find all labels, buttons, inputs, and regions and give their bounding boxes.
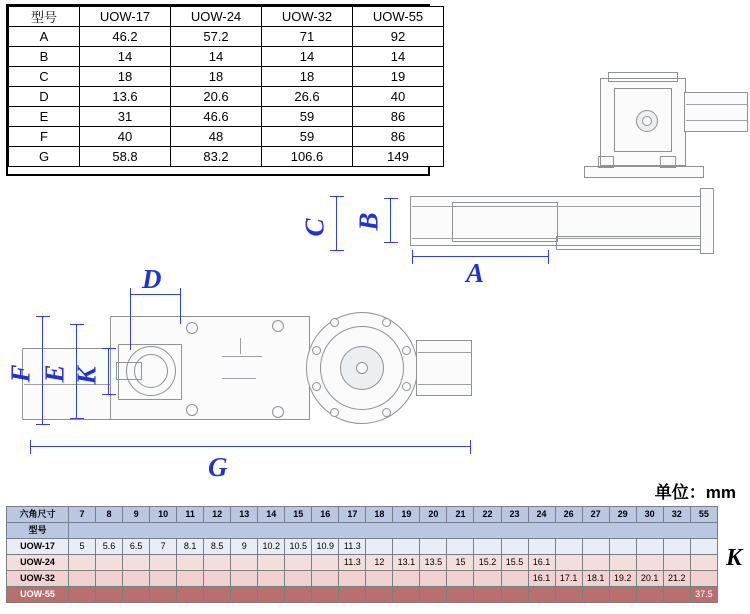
dim-c-tick-top (330, 196, 344, 197)
hex-cell: 7 (150, 539, 177, 555)
hex-cell (177, 555, 204, 571)
hex-row-label: UOW-55 (7, 587, 69, 603)
spec-cell: 149 (353, 147, 444, 167)
table-row (7, 539, 718, 555)
hex-cell (177, 587, 204, 603)
hex-cell (636, 555, 663, 571)
hex-table-model-row (7, 523, 718, 539)
spec-cell: 48 (171, 127, 262, 147)
dimension-label-e: E (39, 364, 70, 383)
hex-cell: 8.1 (177, 539, 204, 555)
hex-row-label: UOW-17 (7, 539, 69, 555)
hex-cell (609, 587, 636, 603)
hex-size-header: 32 (663, 507, 690, 523)
hex-cell (258, 571, 285, 587)
hex-cell (150, 587, 177, 603)
iso-arm-line-1 (686, 104, 748, 105)
spec-header-uow24: UOW-24 (171, 7, 262, 27)
hex-size-header: 9 (123, 507, 150, 523)
hex-cell (285, 587, 312, 603)
hex-cell: 5.6 (96, 539, 123, 555)
spec-cell: 92 (353, 27, 444, 47)
dimension-label-b: B (353, 212, 384, 231)
table-row (9, 147, 444, 167)
plan-decal-line-2 (222, 378, 256, 379)
hex-size-header: 26 (555, 507, 582, 523)
spec-row-label: B (9, 47, 80, 67)
dim-b-tick-top (384, 198, 398, 199)
dim-a-tick-left (412, 250, 413, 264)
hex-row-label: UOW-24 (7, 555, 69, 571)
hex-cell (636, 539, 663, 555)
spec-cell: 71 (262, 27, 353, 47)
spec-cell: 13.6 (80, 87, 171, 107)
hex-size-header: 30 (636, 507, 663, 523)
spec-header-model: 型号 (9, 7, 80, 27)
dim-b-line (390, 198, 391, 242)
plan-screw-top-right (272, 320, 284, 332)
plan-screw-bottom-right (272, 406, 284, 418)
hex-cell (420, 587, 447, 603)
hex-cell (501, 539, 528, 555)
spec-cell: 57.2 (171, 27, 262, 47)
hex-cell: 37.5 (690, 587, 717, 603)
hex-cell (393, 587, 420, 603)
hex-cell (582, 539, 609, 555)
hex-size-table (6, 506, 718, 603)
spec-cell: 18 (171, 67, 262, 87)
dim-k-line (108, 348, 109, 394)
hex-cell: 10.2 (258, 539, 285, 555)
dim-g-tick-right (470, 440, 471, 454)
dim-d-ext-right (180, 300, 181, 324)
hex-cell (663, 555, 690, 571)
spec-cell: 14 (353, 47, 444, 67)
hex-cell (609, 539, 636, 555)
hex-row-label: UOW-32 (7, 571, 69, 587)
hex-size-header: 17 (339, 507, 366, 523)
hex-cell (69, 587, 96, 603)
spec-cell: 46.6 (171, 107, 262, 127)
hex-cell: 16.1 (528, 571, 555, 587)
hex-spacer-cell (69, 523, 718, 539)
hex-size-table-wrapper (6, 506, 718, 603)
hex-cell (393, 571, 420, 587)
hex-size-header: 14 (258, 507, 285, 523)
hex-cell: 13.5 (420, 555, 447, 571)
hex-cell (258, 555, 285, 571)
side-body-step (452, 202, 558, 242)
plan-decal-arrow-stem (240, 338, 241, 354)
hex-cell (474, 571, 501, 587)
dim-k-tick-bottom (102, 394, 116, 395)
hex-cell (582, 587, 609, 603)
hex-cell: 10.9 (312, 539, 339, 555)
spec-cell: 14 (262, 47, 353, 67)
dim-k-tick-top (102, 348, 116, 349)
hex-cell (447, 587, 474, 603)
plan-right-neck (416, 340, 472, 396)
hex-cell (636, 587, 663, 603)
spec-cell: 18 (80, 67, 171, 87)
hex-size-header: 23 (501, 507, 528, 523)
hex-cell (555, 587, 582, 603)
hex-cell: 17.1 (555, 571, 582, 587)
hex-size-header: 12 (204, 507, 231, 523)
hex-cell (204, 587, 231, 603)
plan-jaw-opening (116, 362, 142, 380)
hex-size-header: 8 (96, 507, 123, 523)
hex-cell: 15 (447, 555, 474, 571)
dimension-label-d: D (142, 264, 162, 294)
spec-cell: 14 (80, 47, 171, 67)
spec-cell: 59 (262, 107, 353, 127)
hex-cell: 5 (69, 539, 96, 555)
side-nose (556, 236, 710, 250)
hex-cell (528, 539, 555, 555)
dim-e-tick-top (70, 324, 84, 325)
plan-screw-top-left (186, 322, 198, 334)
spec-row-label: C (9, 67, 80, 87)
hex-cell (690, 555, 717, 571)
hex-cell (123, 555, 150, 571)
hex-cell: 21.2 (663, 571, 690, 587)
hex-cell (555, 539, 582, 555)
hex-cell (663, 539, 690, 555)
table-row (9, 67, 444, 87)
plan-rotor-bolt-3 (402, 346, 411, 355)
plan-rotor-bolt-7 (312, 382, 321, 391)
hex-cell (69, 571, 96, 587)
hex-cell (258, 587, 285, 603)
hex-cell (177, 571, 204, 587)
plan-rotor-bolt-6 (330, 408, 339, 417)
table-row (7, 571, 718, 587)
hex-size-header: 21 (447, 507, 474, 523)
hex-cell (96, 555, 123, 571)
hex-size-header: 22 (474, 507, 501, 523)
dimension-label-c: C (299, 218, 330, 237)
hex-cell (96, 587, 123, 603)
hex-cell (474, 587, 501, 603)
table-row (9, 87, 444, 107)
plan-rotor-bolt-8 (312, 346, 321, 355)
plan-rotor-bolt-2 (382, 318, 391, 327)
spec-cell: 83.2 (171, 147, 262, 167)
hex-cell: 11.3 (339, 555, 366, 571)
hex-cell (366, 539, 393, 555)
hex-cell: 11.3 (339, 539, 366, 555)
hex-cell (204, 555, 231, 571)
dimension-label-g: G (208, 452, 228, 482)
hex-cell: 6.5 (123, 539, 150, 555)
hex-cell: 15.5 (501, 555, 528, 571)
iso-arm-line-2 (686, 120, 748, 121)
table-row (9, 27, 444, 47)
spec-row-label: F (9, 127, 80, 147)
hex-cell (231, 587, 258, 603)
hex-cell: 18.1 (582, 571, 609, 587)
iso-head-top-plate (608, 72, 678, 82)
hex-cell: 12 (366, 555, 393, 571)
hex-size-header: 15 (285, 507, 312, 523)
hex-size-header: 7 (69, 507, 96, 523)
table-row (7, 555, 718, 571)
hex-cell (312, 587, 339, 603)
hex-cell (501, 571, 528, 587)
hex-cell: 13.1 (393, 555, 420, 571)
table-row (9, 127, 444, 147)
hex-cell (285, 571, 312, 587)
hex-cell (690, 571, 717, 587)
hex-cell (501, 587, 528, 603)
hex-cell (231, 555, 258, 571)
hex-cell (420, 539, 447, 555)
hex-table-k-label: K (725, 545, 742, 571)
hex-header-corner-top: 六角尺寸 (19, 509, 56, 519)
spec-cell: 20.6 (171, 87, 262, 107)
hex-size-header: 13 (231, 507, 258, 523)
hex-header-corner-bottom: 型号 (7, 523, 69, 539)
iso-arm (684, 92, 748, 132)
hex-size-header: 10 (150, 507, 177, 523)
hex-size-header: 27 (582, 507, 609, 523)
hex-cell: 10.5 (285, 539, 312, 555)
spec-header-uow32: UOW-32 (262, 7, 353, 27)
hex-size-header: 16 (312, 507, 339, 523)
hex-cell: 15.2 (474, 555, 501, 571)
side-flange-right (700, 188, 714, 254)
hex-cell (339, 587, 366, 603)
dim-a-line (412, 256, 548, 257)
hex-cell (285, 555, 312, 571)
hex-cell: 16.1 (528, 555, 555, 571)
plan-right-neck-line-1 (418, 352, 472, 353)
plan-rotor-bolt-5 (382, 408, 391, 417)
hex-cell (96, 571, 123, 587)
plan-rotor-center (356, 362, 368, 374)
spec-row-label: G (9, 147, 80, 167)
hex-cell (231, 571, 258, 587)
dim-g-line (30, 446, 470, 447)
hex-cell (123, 587, 150, 603)
dimension-label-f: F (5, 364, 36, 383)
dim-d-ext-left (130, 300, 131, 350)
table-row (9, 47, 444, 67)
dimension-label-a: A (466, 258, 485, 288)
hex-size-header: 55 (690, 507, 717, 523)
dim-c-line (336, 196, 337, 250)
table-row (7, 587, 718, 603)
spec-row-label: A (9, 27, 80, 47)
hex-cell: 19.2 (609, 571, 636, 587)
dim-f-tick-bottom (36, 424, 50, 425)
hex-cell (69, 555, 96, 571)
spec-cell: 106.6 (262, 147, 353, 167)
plan-screw-bottom-left (186, 404, 198, 416)
hex-cell (447, 571, 474, 587)
spec-cell: 86 (353, 127, 444, 147)
hex-size-header: 19 (393, 507, 420, 523)
plan-decal-line-1 (222, 356, 262, 357)
spec-table-header-row (9, 7, 444, 27)
spec-cell: 19 (353, 67, 444, 87)
spec-cell: 40 (80, 127, 171, 147)
plan-rotor-bolt-1 (330, 318, 339, 327)
hex-cell (150, 571, 177, 587)
hex-cell: 20.1 (636, 571, 663, 587)
iso-head-bolt-inner (642, 116, 652, 126)
hex-table-header-row (7, 507, 718, 523)
spec-cell: 58.8 (80, 147, 171, 167)
dim-d-line (130, 294, 180, 295)
spec-cell: 14 (171, 47, 262, 67)
hex-cell (690, 539, 717, 555)
dim-c-tick-bottom (330, 250, 344, 251)
spec-header-uow55: UOW-55 (353, 7, 444, 27)
hex-size-header: 20 (420, 507, 447, 523)
hex-size-header: 24 (528, 507, 555, 523)
dimension-label-k: K (71, 366, 102, 385)
spec-cell: 31 (80, 107, 171, 127)
hex-cell (528, 587, 555, 603)
hex-cell: 9 (231, 539, 258, 555)
dim-e-tick-bottom (70, 418, 84, 419)
hex-cell (150, 555, 177, 571)
spec-cell: 26.6 (262, 87, 353, 107)
hex-cell (582, 555, 609, 571)
hex-cell (312, 555, 339, 571)
hex-cell (339, 571, 366, 587)
iso-base-foot-left (598, 156, 614, 168)
spec-cell: 59 (262, 127, 353, 147)
spec-cell: 40 (353, 87, 444, 107)
hex-cell (366, 571, 393, 587)
hex-cell (447, 539, 474, 555)
specification-table (8, 6, 444, 167)
hex-cell (204, 571, 231, 587)
hex-size-header: 11 (177, 507, 204, 523)
plan-right-neck-line-2 (418, 384, 472, 385)
spec-cell: 18 (262, 67, 353, 87)
unit-note: 单位：mm (654, 483, 736, 502)
hex-cell: 8.5 (204, 539, 231, 555)
hex-cell (123, 571, 150, 587)
hex-cell (312, 571, 339, 587)
table-row (9, 107, 444, 127)
hex-cell (663, 587, 690, 603)
spec-header-uow17: UOW-17 (80, 7, 171, 27)
dim-f-tick-top (36, 316, 50, 317)
hex-cell (420, 571, 447, 587)
hex-cell (393, 539, 420, 555)
side-body-line-top (412, 206, 708, 207)
plan-rotor-bolt-4 (402, 382, 411, 391)
dim-g-tick-left (30, 440, 31, 454)
dim-b-tick-bottom (384, 242, 398, 243)
hex-cell (474, 539, 501, 555)
hex-size-header: 29 (609, 507, 636, 523)
iso-base-foot-right (660, 156, 676, 168)
hex-cell (555, 555, 582, 571)
hex-cell (609, 555, 636, 571)
spec-row-label: D (9, 87, 80, 107)
hex-cell (366, 587, 393, 603)
spec-row-label: E (9, 107, 80, 127)
spec-cell: 46.2 (80, 27, 171, 47)
hex-header-corner (7, 507, 69, 523)
dim-a-tick-right (548, 250, 549, 264)
spec-cell: 86 (353, 107, 444, 127)
hex-size-header: 18 (366, 507, 393, 523)
